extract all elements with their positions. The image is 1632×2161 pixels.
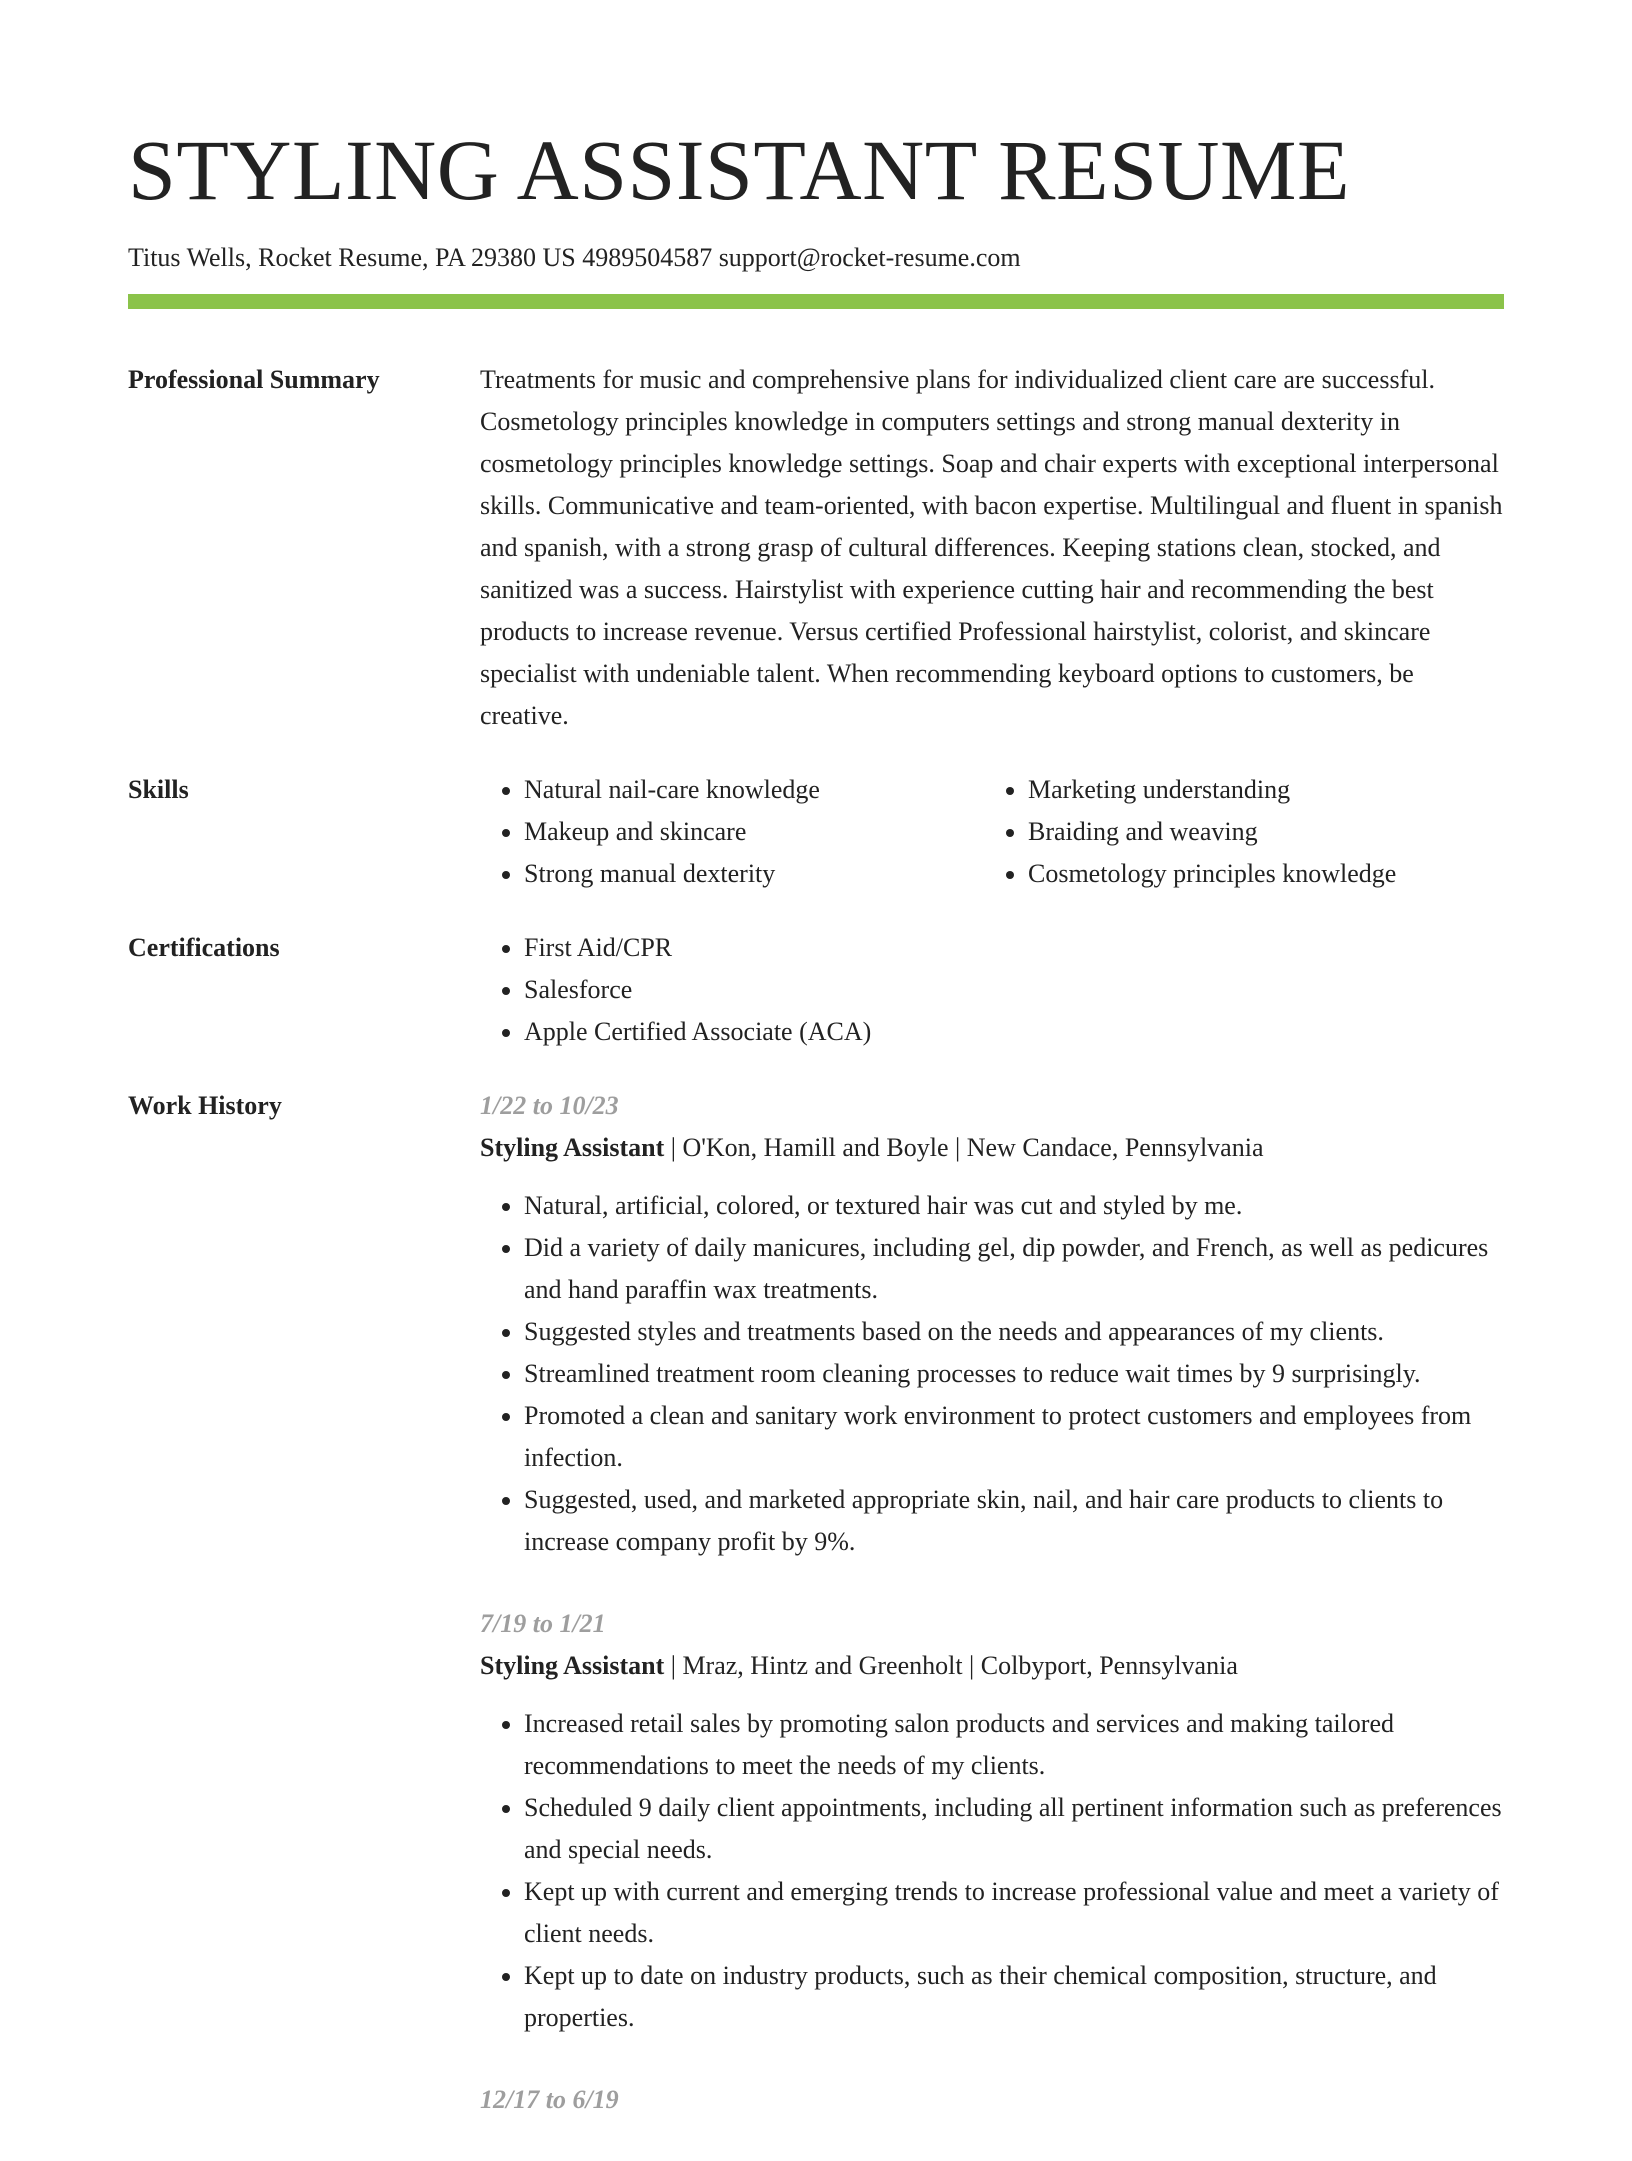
summary-text: Treatments for music and comprehensive plans for individualized client care are successful. Cosmetology principles knowledge in computers settings and strong manual dexterity in cosmetology principles knowledge settings. Soap and chair experts with exceptional interpersonal skills. Communicative and team-oriented, with bacon expertise. Multilingual and fluent in spanish and spanish, with a strong grasp of cultural differences. Keeping stations clean, stocked, and sanitized was a success. Hairstylist with experience cutting hair and recommending the best products to increase revenue. Versus certified Professional hairstylist, colorist, and skincare specialist with undeniable talent. When recommending keyboard options to customers, be creative.: [480, 365, 1503, 730]
skill-item: • Strong manual dexterity: [524, 853, 984, 895]
certifications-section: [128, 927, 1504, 1053]
job-entry: [480, 1603, 1504, 2039]
section-label-work-history: Work History: [128, 1091, 282, 1120]
job-dates: 7/19 to 1/21: [480, 1609, 606, 1638]
job-bullet: • Promoted a clean and sanitary work environment to protect customers and employees from infection.: [524, 1395, 1504, 1479]
skill-item: • Marketing understanding: [1028, 769, 1488, 811]
job-details: | Mraz, Hintz and Greenholt | Colbyport, Pennsylvania: [664, 1651, 1238, 1680]
skills-list-right: [984, 769, 1488, 895]
certifications-list: [480, 927, 1504, 1053]
job-bullet: • Natural, artificial, colored, or textured hair was cut and styled by me.: [524, 1185, 1504, 1227]
certification-item: • Apple Certified Associate (ACA): [524, 1011, 1504, 1053]
certification-item: • Salesforce: [524, 969, 1504, 1011]
job-bullet: • Increased retail sales by promoting salon products and services and making tailored recommendations to meet the needs of my clients.: [524, 1703, 1504, 1787]
job-bullet: • Kept up to date on industry products, such as their chemical composition, structure, and properties.: [524, 1955, 1504, 2039]
job-heading: [480, 1645, 1504, 1687]
skills-column-left: [480, 769, 984, 895]
contact-line: Titus Wells, Rocket Resume, PA 29380 US 4989504587 support@rocket-resume.com: [128, 243, 1021, 272]
job-bullet: • Suggested, used, and marketed appropriate skin, nail, and hair care products to clients to increase company profit by 9%.: [524, 1479, 1504, 1563]
job-dates: 12/17 to 6/19: [480, 2085, 619, 2114]
job-bullet: • Did a variety of daily manicures, including gel, dip powder, and French, as well as pedicures and hand paraffin wax treatments.: [524, 1227, 1504, 1311]
skill-item: • Cosmetology principles knowledge: [1028, 853, 1488, 895]
work-history-body: [480, 1085, 1504, 2161]
skill-item: • Makeup and skincare: [524, 811, 984, 853]
skills-column-right: [984, 769, 1488, 895]
section-label-summary: Professional Summary: [128, 365, 380, 394]
summary-body: [480, 359, 1504, 737]
skill-item: • Braiding and weaving: [1028, 811, 1488, 853]
job-heading: [480, 1127, 1504, 1169]
resume-title: STYLING ASSISTANT RESUME: [128, 122, 1351, 218]
certification-item: • First Aid/CPR: [524, 927, 1504, 969]
job-bullet: • Streamlined treatment room cleaning processes to reduce wait times by 9 surprisingly.: [524, 1353, 1504, 1395]
resume-page: [128, 0, 1504, 2161]
skills-list-left: [480, 769, 984, 895]
skill-item: • Natural nail-care knowledge: [524, 769, 984, 811]
job-bullets: [480, 1185, 1504, 1563]
job-title: Styling Assistant: [480, 1133, 665, 1162]
professional-summary-section: [128, 359, 1504, 737]
certifications-body: [480, 927, 1504, 1053]
work-history-section: [128, 1085, 1504, 2161]
section-label-skills: Skills: [128, 775, 189, 804]
job-bullet: • Scheduled 9 daily client appointments, including all pertinent information such as preferences and special needs.: [524, 1787, 1504, 1871]
accent-divider: [128, 294, 1504, 309]
section-label-certifications: Certifications: [128, 933, 280, 962]
job-bullet: • Suggested styles and treatments based on the needs and appearances of my clients.: [524, 1311, 1504, 1353]
job-entry: [480, 1085, 1504, 1563]
job-entry: [480, 2079, 1504, 2121]
job-details: | O'Kon, Hamill and Boyle | New Candace, Pennsylvania: [664, 1133, 1264, 1162]
skills-grid: [480, 769, 1504, 895]
job-bullets: [480, 1703, 1504, 2039]
job-dates: 1/22 to 10/23: [480, 1091, 619, 1120]
job-bullet: • Kept up with current and emerging trends to increase professional value and meet a variety of client needs.: [524, 1871, 1504, 1955]
job-title: Styling Assistant: [480, 1651, 665, 1680]
skills-section: [128, 769, 1504, 895]
